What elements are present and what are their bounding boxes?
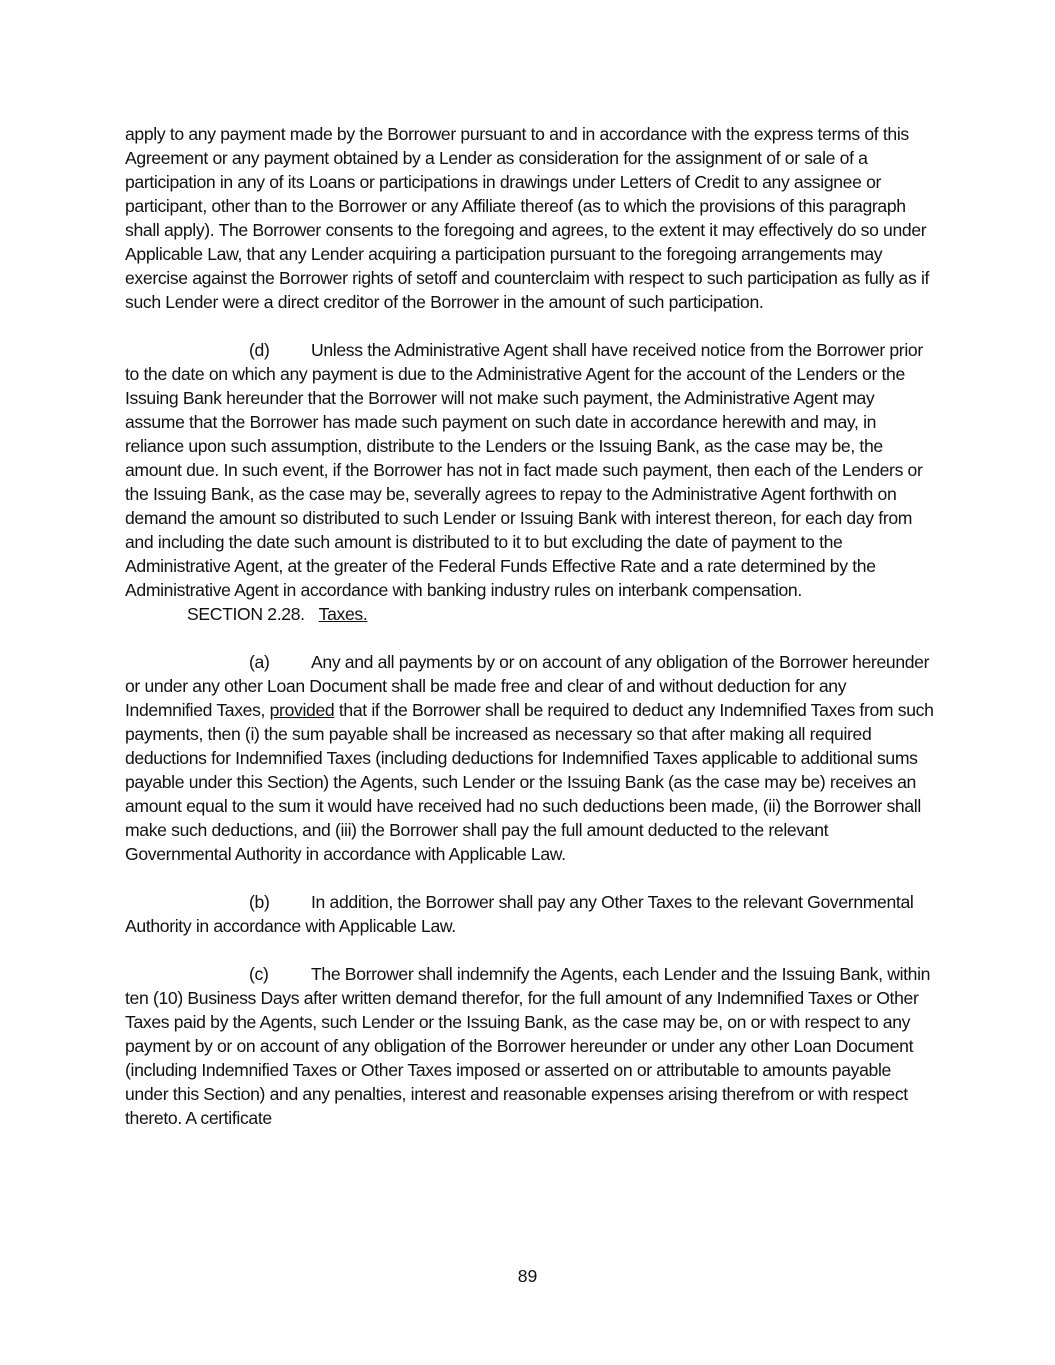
paragraph-a-text-after: that if the Borrower shall be required to deduct any Indemnified Taxes from such payments, then (i) the sum payable shall be increased as necessary so that after making all required deductions for Indemnified Taxes (including deductions for Indemnified Taxes applicable to additional sums payable under this Section) the Agents, such Lender or the Issuing Bank (as the case may be) receives an amount equal to the sum it would have received had no such deductions been made, (ii) the Borrower shall make such deductions, and (iii) the Borrower shall pay the full amount deducted to the relevant Governmental Authority in accordance with Applicable Law. [125, 700, 934, 864]
paragraph-c [125, 962, 937, 1130]
paragraph-b [125, 890, 937, 938]
paragraph-c-label: (c) [249, 964, 269, 984]
paragraph-d [125, 338, 937, 602]
section-title: Taxes. [318, 604, 368, 624]
paragraph-continuation-text: apply to any payment made by the Borrower pursuant to and in accordance with the express terms of this Agreement or any payment obtained by a Lender as consideration for the assignment of or sale of a participation in any of its Loans or participations in drawings under Letters of Credit to any assignee or participant, other than to the Borrower or any Affiliate thereof (as to which the provisions of this paragraph shall apply). The Borrower consents to the foregoing and agrees, to the extent it may effectively do so under Applicable Law, that any Lender acquiring a participation pursuant to the foregoing arrangements may exercise against the Borrower rights of setoff and counterclaim with respect to such participation as fully as if such Lender were a direct creditor of the Borrower in the amount of such participation. [125, 124, 930, 312]
document-body [125, 122, 937, 1130]
paragraph-a-text-before: Any and all payments by or on account of any obligation of the Borrower hereunder or under any other Loan Document shall be made free and clear of and without deduction for any Indemnified Taxes, [125, 652, 930, 720]
paragraph-d-label: (d) [249, 340, 270, 360]
section-number: SECTION 2.28. [187, 604, 305, 624]
paragraph-a-provided: provided [269, 700, 335, 720]
paragraph-b-label: (b) [249, 892, 270, 912]
page-number: 89 [517, 1266, 538, 1286]
paragraph-a [125, 650, 937, 866]
paragraph-b-text: In addition, the Borrower shall pay any Other Taxes to the relevant Governmental Authority in accordance with Applicable Law. [125, 892, 914, 936]
paragraph-continuation [125, 122, 937, 314]
paragraph-a-label: (a) [249, 652, 270, 672]
section-heading [125, 602, 937, 626]
paragraph-d-text: Unless the Administrative Agent shall have received notice from the Borrower prior to the date on which any payment is due to the Administrative Agent for the account of the Lenders or the Issuing Bank hereunder that the Borrower will not make such payment, the Administrative Agent may assume that the Borrower has made such payment on such date in accordance herewith and may, in reliance upon such assumption, distribute to the Lenders or the Issuing Bank, as the case may be, the amount due. In such event, if the Borrower has not in fact made such payment, then each of the Lenders or the Issuing Bank, as the case may be, severally agrees to repay to the Administrative Agent forthwith on demand the amount so distributed to such Lender or Issuing Bank with interest thereon, for each day from and including the date such amount is distributed to it to but excluding the date of payment to the Administrative Agent, at the greater of the Federal Funds Effective Rate and a rate determined by the Administrative Agent in accordance with banking industry rules on interbank compensation. [125, 340, 923, 600]
paragraph-c-text: The Borrower shall indemnify the Agents, each Lender and the Issuing Bank, within ten (10) Business Days after written demand therefor, for the full amount of any Indemnified Taxes or Other Taxes paid by the Agents, such Lender or the Issuing Bank, as the case may be, on or with respect to any payment by or on account of any obligation of the Borrower hereunder or under any other Loan Document (including Indemnified Taxes or Other Taxes imposed or asserted on or attributable to amounts payable under this Section) and any penalties, interest and reasonable expenses arising therefrom or with respect thereto. A certificate [125, 964, 931, 1128]
